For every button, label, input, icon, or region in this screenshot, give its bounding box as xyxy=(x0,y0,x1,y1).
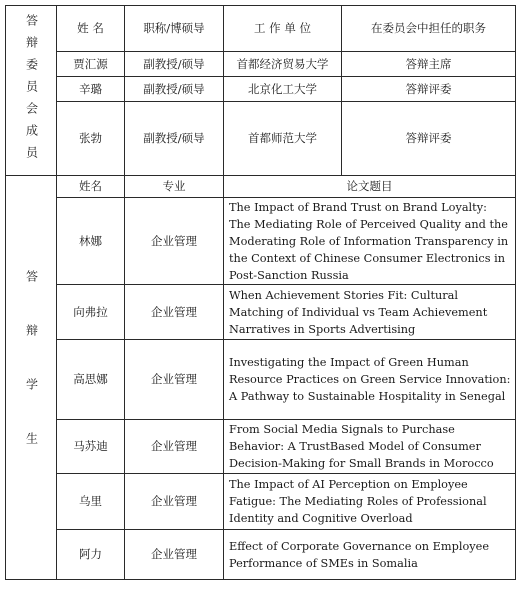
student-major: 企业管理 xyxy=(125,340,224,420)
students-header-name: 姓名 xyxy=(57,176,125,198)
member-role: 答辩评委 xyxy=(342,77,516,102)
student-major: 企业管理 xyxy=(125,474,224,530)
student-name: 林娜 xyxy=(57,198,125,285)
member-unit: 北京化工大学 xyxy=(224,77,342,102)
thesis-title: Effect of Corporate Governance on Employee Performance of SMEs in Somalia xyxy=(224,530,516,580)
committee-section-label: 答辩委员会成员 xyxy=(6,6,57,176)
committee-header-title: 职称/博硕导 xyxy=(125,6,224,52)
students-header-row xyxy=(6,176,516,198)
student-major: 企业管理 xyxy=(125,530,224,580)
student-name: 高思娜 xyxy=(57,340,125,420)
member-unit: 首都师范大学 xyxy=(224,102,342,176)
student-row xyxy=(6,198,516,285)
committee-header-unit: 工 作 单 位 xyxy=(224,6,342,52)
student-row xyxy=(6,474,516,530)
thesis-title: The Impact of AI Perception on Employee Fatigue: The Mediating Roles of Professional Identity and Cognitive Overload xyxy=(224,474,516,530)
committee-row xyxy=(6,102,516,176)
students-header-thesis: 论文题目 xyxy=(224,176,516,198)
students-section-label: 答辩学生 xyxy=(6,176,57,580)
thesis-title: From Social Media Signals to Purchase Behavior: A TrustBased Model of Consumer Decision-Making for Small Brands in Morocco xyxy=(224,420,516,474)
student-row xyxy=(6,340,516,420)
member-role: 答辩评委 xyxy=(342,102,516,176)
student-major: 企业管理 xyxy=(125,420,224,474)
committee-row xyxy=(6,52,516,77)
student-row xyxy=(6,530,516,580)
thesis-title: When Achievement Stories Fit: Cultural Matching of Individual vs Team Achievement Narratives in Sports Advertising xyxy=(224,285,516,340)
member-name: 贾汇源 xyxy=(57,52,125,77)
student-name: 乌里 xyxy=(57,474,125,530)
committee-header-name: 姓 名 xyxy=(57,6,125,52)
student-name: 马苏迪 xyxy=(57,420,125,474)
member-name: 辛璐 xyxy=(57,77,125,102)
student-major: 企业管理 xyxy=(125,285,224,340)
committee-row xyxy=(6,77,516,102)
committee-header-row xyxy=(6,6,516,52)
student-name: 阿力 xyxy=(57,530,125,580)
member-title: 副教授/硕导 xyxy=(125,77,224,102)
committee-header-role: 在委员会中担任的职务 xyxy=(342,6,516,52)
member-name: 张勃 xyxy=(57,102,125,176)
thesis-title: The Impact of Brand Trust on Brand Loyalty: The Mediating Role of Perceived Quality and the Moderating Role of Information Transparency in the Context of Chinese Consumer Electronics in Post-Sanction Russia xyxy=(224,198,516,285)
member-role: 答辩主席 xyxy=(342,52,516,77)
thesis-title: Investigating the Impact of Green Human Resource Practices on Green Service Innovation: A Pathway to Sustainable Hospitality in Senegal xyxy=(224,340,516,420)
students-header-major: 专业 xyxy=(125,176,224,198)
student-name: 向弗拉 xyxy=(57,285,125,340)
member-unit: 首都经济贸易大学 xyxy=(224,52,342,77)
member-title: 副教授/硕导 xyxy=(125,52,224,77)
student-major: 企业管理 xyxy=(125,198,224,285)
student-row xyxy=(6,420,516,474)
member-title: 副教授/硕导 xyxy=(125,102,224,176)
student-row xyxy=(6,285,516,340)
defense-table xyxy=(5,5,516,580)
